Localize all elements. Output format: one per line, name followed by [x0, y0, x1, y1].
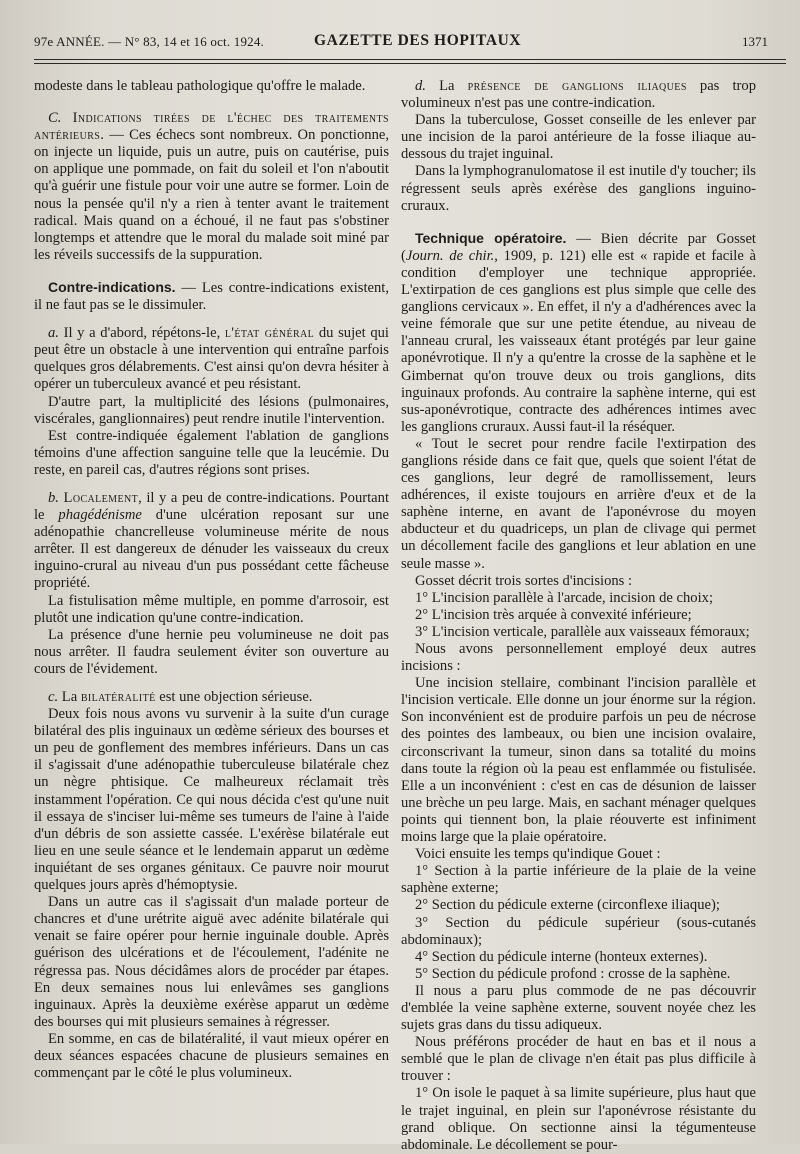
- paragraph: Il nous a paru plus commode de ne pas découvrir d'emblée la veine saphène externe, souvent noyée chez les sujets gras dans du tissu adiqueux.: [401, 982, 756, 1034]
- paragraph: D'autre part, la multiplicité des lésions (pulmonaires, viscérales, ganglionnaires) peut rendre inutile l'intervention.: [34, 393, 389, 427]
- header-rule: [34, 59, 786, 60]
- item-text: pas trop volumineux n'est pas une contre-indication.: [401, 78, 757, 112]
- section-letter: b.: [48, 489, 64, 506]
- section-heading: Indications tirées de l'échec des traitements antérieurs.: [34, 110, 390, 144]
- item-text: , il y a peu de contre-indications. Pourtant le: [34, 489, 389, 524]
- section-c: [34, 110, 389, 264]
- paragraph: Nous avons personnellement employé deux autres incisions :: [401, 641, 756, 675]
- section-letter: a.: [48, 325, 64, 342]
- journal-title: GAZETTE DES HOPITAUX: [314, 32, 522, 49]
- item-italic: phagédénisme: [58, 507, 142, 524]
- list-item: 2° Section du pédicule externe (circonflexe iliaque);: [415, 897, 720, 914]
- paragraph: Est contre-indiquée également l'ablation de ganglions témoins d'une affection sanguine telle que la leucémie. Du reste, en pareil cas, d'autres régions sont prises.: [34, 427, 389, 478]
- list-item: 3° Section du pédicule supérieur (sous-cutanés abdominaux);: [401, 914, 756, 948]
- paragraph: Gosset décrit trois sortes d'incisions :: [415, 572, 633, 589]
- section-letter: C.: [48, 110, 73, 127]
- item-a: [34, 325, 389, 393]
- paragraph: Voici ensuite les temps qu'indique Gouet :: [415, 846, 661, 863]
- list-item: 3° L'incision verticale, parallèle aux vaisseaux fémoraux;: [415, 623, 750, 640]
- running-header: [34, 30, 780, 56]
- right-column: [401, 78, 756, 1154]
- paragraph: Dans un autre cas il s'agissait d'un malade porteur de chancres et d'une urétrite aiguë avec adénite bilatérale qui venait se faire opérer pour hernie inguinale double. Après guérison des ulcérations et de l'écoulement, l'adénite ne régressa pas. Nous décidâmes alors de procéder par étapes. En deux semaines nous lui enlevâmes ses ganglions inguinaux. Après la deuxième exérèse apparut un œdème des bourses qui mit plusieurs semaines à régresser.: [34, 894, 389, 1030]
- left-column: [34, 78, 389, 1082]
- list-item: 2° L'incision très arquée à convexité inférieure;: [415, 606, 692, 623]
- section-text: — Bien décrite par Gosset (: [401, 230, 756, 264]
- header-rule-thin: [34, 63, 786, 64]
- item-text: La: [61, 689, 81, 705]
- paragraph: « Tout le secret pour rendre facile l'extirpation des ganglions réside dans ce fait que, quels que soient l'état de ces ganglions, leur degré de ramollissement, leurs adhérences, il existe toujours en arrière d'eux et de la saphène interne, en avant de l'aponévrose du moyen abducteur et du quadriceps, un plan de clivage qui permet un décollement facile des ganglions et leur ablation en une seule masse ».: [401, 435, 756, 572]
- section-letter: d.: [415, 78, 440, 94]
- section-letter: c.: [48, 689, 62, 705]
- item-text: du sujet qui peut être un obstacle à une intervention qui entraîne parfois quelques gros délabrements. C'est ainsi qu'on devra hésiter à opérer un tuberculeux avancé et peu résistant.: [34, 325, 389, 393]
- section-heading: Contre-indications.: [48, 278, 176, 295]
- paragraph: Dans la lymphogranulomatose il est inutile d'y toucher; ils régressent seuls après exérèse des ganglions inguino-cruraux.: [401, 163, 756, 214]
- item-text: est une objection sérieuse.: [155, 689, 313, 705]
- section-text: , 1909, p. 121) elle est « rapide et facile à condition d'employer une technique appropriée. L'extirpation de ces ganglions est plus simple que celle des ganglions cervicaux ». En effet, il n'y a d'adhérences avec la veine fémorale que sur une petite étendue, au niveau de l'anneau crural, les vaisseaux étant protégés par leur gaine aponévrotique. Il n'y a qu'entre la crosse de la saphène et le Gimbernat qu'on trouve deux ou trois ganglions, dits inguinaux profonds. Au contraire la saphène interne, qui est sus-aponévrotique, contracte des adhérences intimes avec les ganglions cruraux. Aussi faut-il la réséquer.: [401, 247, 756, 435]
- section-text: — Ces échecs sont nombreux. On ponctionne, on injecte un liquide, puis un autre, puis on cautérise, puis on applique une pommade, on fait du soleil et l'on n'aboutit qu'à guérir une fistule pour voir une autre se former. Loin de nous la pensée qu'il n'y a rien à tenter avant le traitement radical. Mais quand on a échoué, il ne faut pas s'obstiner longtemps et attendre que le moral du malade soit miné par les réveils successifs de la suppuration.: [34, 127, 389, 263]
- list-item: 5° Section du pédicule profond : crosse de la saphène.: [415, 965, 731, 982]
- list-item: 4° Section du pédicule interne (honteux externes).: [415, 948, 708, 965]
- section-heading: Technique opératoire.: [415, 229, 567, 246]
- item-c: [34, 689, 389, 706]
- item-b: [34, 490, 389, 593]
- item-keyword: Localement: [63, 489, 139, 506]
- item-d: [401, 78, 756, 112]
- issue-info: 97e ANNÉE. — N° 83, 14 et 16 oct. 1924.: [34, 34, 264, 49]
- paragraph: Une incision stellaire, combinant l'incision parallèle et l'incision verticale. Elle donne un jour énorme sur la région. Son inconvénient est de produire parfois un peu de nécrose des pointes des lambeaux, ou bien une incision ovalaire, circonscrivant la tumeur, sinon dans sa totalité du moins dans toute la région où la peau est enflammée ou fistulisée. Elle a un inconvénient : c'est en cas de désunion de laisser une brèche un peu large. Mais, en sachant ménager quelques points qui tiennent bon, la plaie réouverte est infiniment moins large que la plaie opératoire.: [401, 675, 756, 846]
- paragraph: La fistulisation même multiple, en pomme d'arrosoir, est plutôt une indication qu'une contre-indication.: [34, 592, 389, 626]
- paragraph: modeste dans le tableau pathologique qu'offre le malade.: [34, 78, 366, 94]
- item-keyword: l'état général: [224, 325, 315, 342]
- item-keyword: présence de ganglions iliaques: [467, 78, 687, 94]
- item-text: La: [439, 78, 468, 94]
- paragraph: En somme, en cas de bilatéralité, il vaut mieux opérer en deux séances espacées chacune de plusieurs semaines en commençant par le côté le plus volumineux.: [34, 1030, 389, 1082]
- paragraph: La présence d'une hernie peu volumineuse ne doit pas nous arrêter. Il faudra seulement éviter son ouverture au cours de l'évidement.: [34, 626, 389, 677]
- list-item: 1° On isole le paquet à sa limite supérieure, plus haut que le trajet inguinal, en plein sur l'aponévrose résistante du grand oblique. On sectionne ainsi la tégumenteuse abdominale. Le décollement se pour-: [401, 1085, 756, 1153]
- item-keyword: bilatéralité: [80, 689, 156, 705]
- paragraph: Nous préférons procéder de haut en bas et il nous a semblé que le plan de clivage n'en était pas plus difficile à trouver :: [401, 1034, 756, 1085]
- contre-indications: [34, 279, 389, 314]
- item-text: d'une ulcération reposant sur une adénopathie chancrelleuse volumineuse mérite de nous arrêter. Il est dangereux de dénuder les vaisseaux du creux inguino-crural au niveau d'un pus possédant cette fâcheuse propriété.: [34, 507, 390, 592]
- technique-operatoire: [401, 230, 756, 436]
- item-text: Il y a d'abord, répétons-le,: [63, 325, 225, 342]
- paragraph: Deux fois nous avons vu survenir à la suite d'un curage bilatéral des plis inguinaux un œdème sérieux des bourses et un peu de gonflement des membres inférieurs. Dans un cas il s'agissait d'une adénopathie tuberculeuse bilatérale chez un nègre phtisique. Ce malheureux réclamait très instamment l'opération. Ce qui nous décida c'est qu'une nuit il essaya de s'inciser lui-même ses tumeurs de l'aine à l'aide d'un débris de son assiette cassée. L'exérèse bilatérale eut lieu en une seule séance et le lendemain apparut un œdème inquiétant de ses organes génitaux. Ce pauvre noir mourut quelques jours après d'hémoptysie.: [34, 706, 389, 894]
- list-item: 1° L'incision parallèle à l'arcade, incision de choix;: [415, 589, 713, 606]
- paragraph: Dans la tuberculose, Gosset conseille de les enlever par une incision de la paroi antérieure de la fosse iliaque au-dessous du trajet inguinal.: [401, 112, 756, 163]
- section-text: — Les contre-indications existent, il ne faut pas se le dissimuler.: [34, 279, 389, 314]
- list-item: 1° Section à la partie inférieure de la plaie de la veine saphène externe;: [401, 863, 756, 897]
- citation-journal: Journ. de chir.: [405, 247, 495, 264]
- page-number: 1371: [742, 34, 768, 49]
